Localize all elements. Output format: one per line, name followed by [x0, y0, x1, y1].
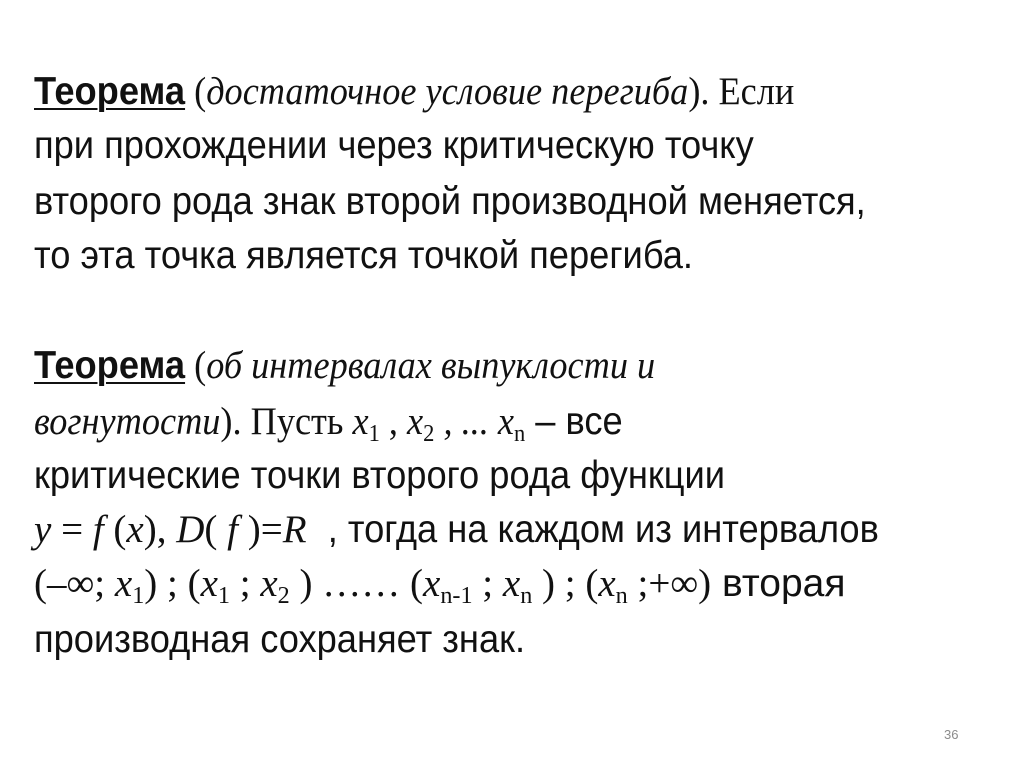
theorem1-line3: второго рода знак второй производной меняется,: [34, 180, 866, 223]
theorem1-line4: то эта точка является точкой перегиба.: [34, 234, 694, 277]
theorem2-line3: критические точки второго рода функции: [34, 454, 726, 497]
theorem1-line2: при прохождении через критическую точку: [34, 124, 754, 167]
theorem2-line1: Теорема (об интервалах выпуклости и: [34, 344, 656, 387]
variable-x: x: [407, 400, 424, 443]
theorem1-title: достаточное условие перегиба: [206, 70, 689, 113]
theorem2-line4: y = f (x), D( f )=R , тогда на каждом из интервалов: [34, 508, 879, 551]
theorem2-line5: (–∞; $x_1$) ; ($x_1$ ; $x_2$ ) …… ($x_{n-1}$ ; $x_n$ ) ; ($x_n$ ;+∞) вторая: [34, 562, 846, 609]
theorem2-title: об интервалах выпуклости и: [206, 344, 656, 387]
theorem2-heading: Теорема: [34, 344, 186, 387]
variable-x: x: [352, 400, 369, 443]
variable-x: x: [497, 400, 514, 443]
theorem2-line6: производная сохраняет знак.: [34, 618, 526, 661]
theorem1-line1: Теорема (достаточное условие перегиба). Если: [34, 70, 795, 113]
theorem2-line2: вогнутости). Пусть $x_1$ , $x_2$ , ... $x_n$ – все: [34, 400, 623, 447]
theorem1-heading: Теорема: [34, 70, 186, 113]
page-number: 36: [944, 727, 959, 742]
